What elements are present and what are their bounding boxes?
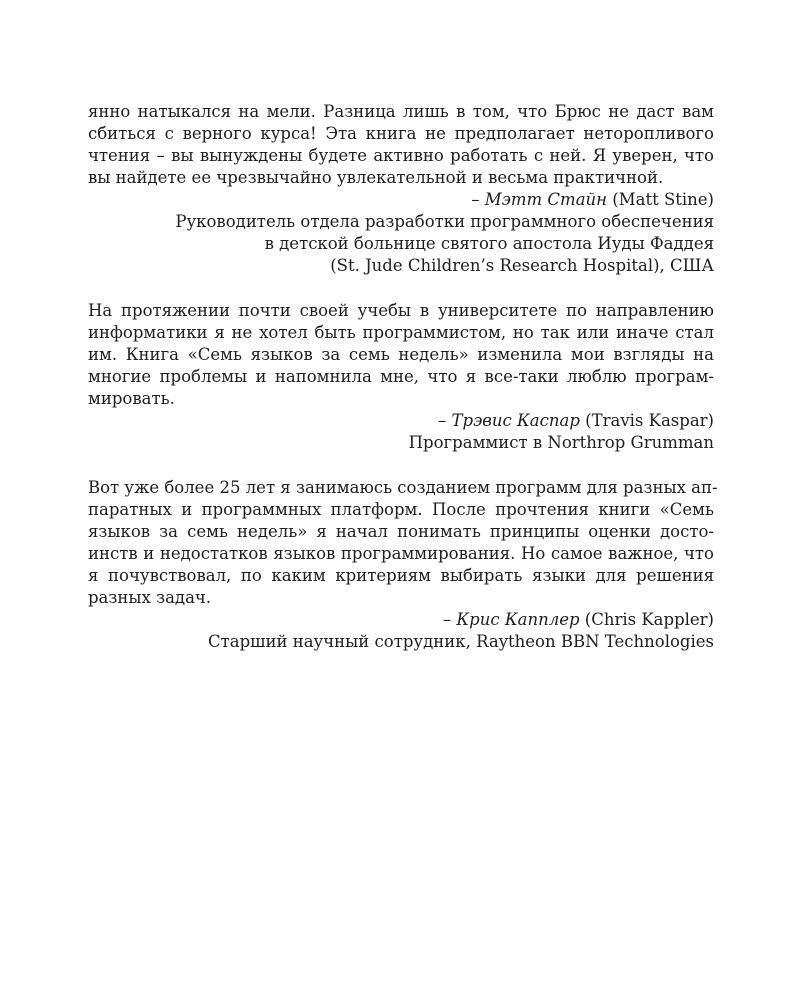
affiliation-line: Программист в Northrop Grumman	[408, 433, 714, 452]
affiliation-line: Старший научный сотрудник, Raytheon BBN Technologies	[207, 632, 714, 651]
quote-line: мировать.	[88, 389, 175, 408]
author-name-ru: Крис Капплер	[456, 610, 580, 629]
quote-line: На протяжении почти своей учебы в университете по направлению	[88, 301, 714, 320]
paragraph-gap	[88, 454, 714, 477]
affiliation-line: в детской больнице святого апостола Иуды Фаддея	[264, 234, 714, 253]
author-name-en: (Chris Kappler)	[579, 610, 714, 629]
quote-line: сбиться с верного курса! Эта книга не предполагает неторопливого	[88, 124, 714, 143]
author-name-ru: Трэвис Каспар	[451, 411, 580, 430]
author-dash: –	[471, 190, 485, 209]
quote-line: паратных и программных платформ. После прочтения книги «Семь	[88, 500, 714, 519]
affiliation-line: Руководитель отдела разработки программного обеспечения	[175, 212, 714, 231]
quote-text	[88, 477, 718, 609]
quote-line: инств и недостатков языков программирования. Но самое важное, что	[88, 544, 714, 563]
quote-text	[88, 300, 714, 410]
author-dash: –	[438, 411, 452, 430]
quote-line: языков за семь недель» я начал понимать принципы оценки досто-	[88, 522, 714, 541]
paragraph-gap	[88, 277, 714, 300]
quote-line: им. Книга «Семь языков за семь недель» изменила мои взгляды на	[88, 345, 714, 364]
author-line	[88, 189, 714, 211]
affiliation-line: (St. Jude Children’s Research Hospital), США	[330, 256, 714, 275]
quote-line: информатики я не хотел быть программистом, но так или иначе стал	[88, 323, 714, 342]
quote-line: чтения – вы вынуждены будете активно работать с ней. Я уверен, что	[88, 146, 714, 165]
quote-line: я почувствовал, по каким критериям выбирать языки для решения	[88, 566, 714, 585]
text-column	[88, 101, 718, 653]
testimonial-matt-stine	[88, 101, 714, 277]
testimonial-travis-kaspar	[88, 300, 714, 454]
author-name-ru: Мэтт Стайн	[484, 190, 608, 209]
testimonial-chris-kappler	[88, 477, 718, 653]
quote-line: янно натыкался на мели. Разница лишь в том, что Брюс не даст вам	[88, 102, 714, 121]
quote-text	[88, 101, 714, 189]
quote-line: многие проблемы и напомнила мне, что я все-таки люблю програм-	[88, 367, 714, 386]
author-dash: –	[442, 610, 457, 629]
author-line	[88, 609, 714, 631]
quote-line: вы найдете ее чрезвычайно увлекательной и весьма практичной.	[88, 168, 664, 187]
author-line	[88, 410, 714, 432]
author-name-en: (Travis Kaspar)	[579, 411, 714, 430]
quote-line: Вот уже более 25 лет я занимаюсь созданием программ для разных ап-	[88, 478, 718, 497]
quote-line: разных задач.	[88, 588, 212, 607]
author-name-en: (Matt Stine)	[607, 190, 714, 209]
